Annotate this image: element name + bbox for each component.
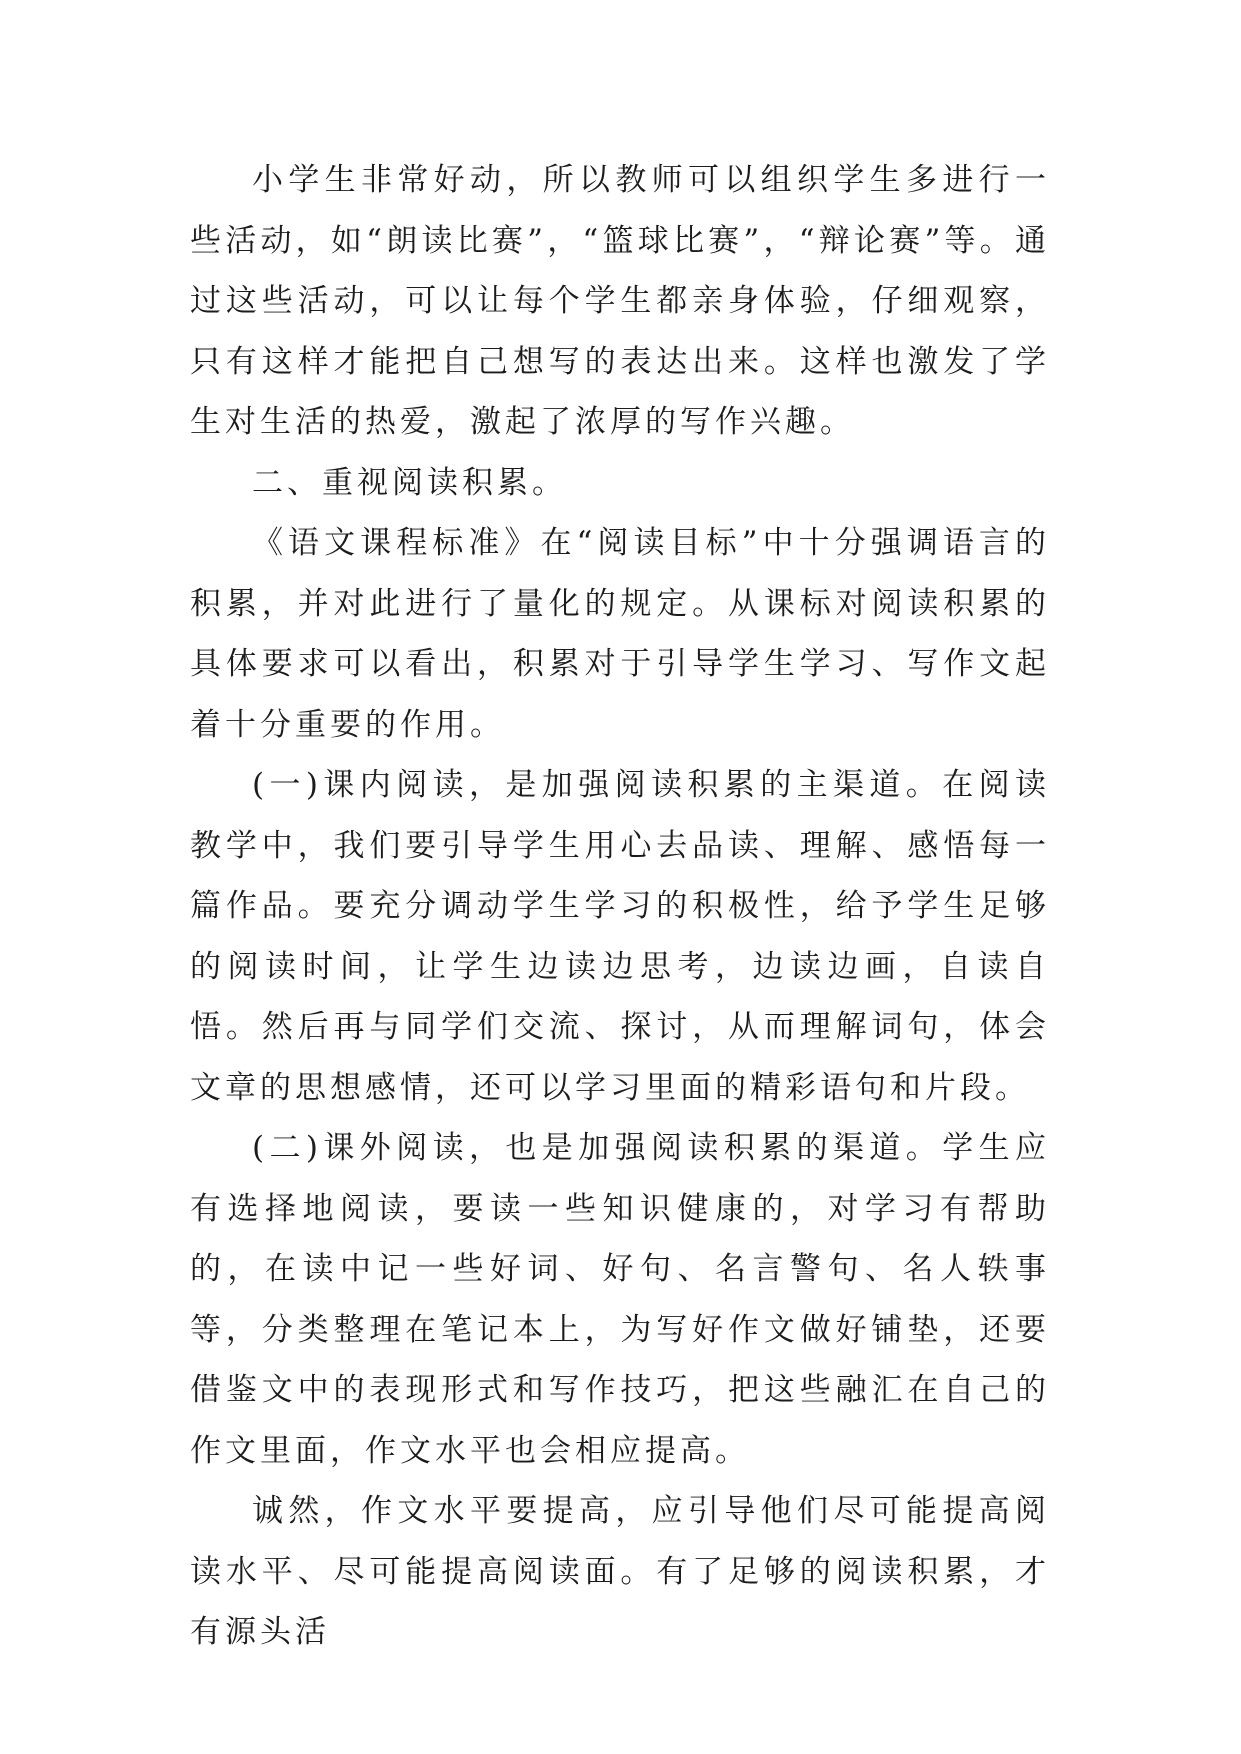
- paragraph-in-class-reading: (一)课内阅读，是加强阅读积累的主渠道。在阅读教学中，我们要引导学生用心去品读、理解、感悟每一篇作品。要充分调动学生学习的积极性，给予学生足够的阅读时间，让学生边读边思考，边读边画，自读自悟。然后再与同学们交流、探讨，从而理解词句，体会文章的思想感情，还可以学习里面的精彩语句和片段。: [190, 767, 1050, 1106]
- section-heading-reading-accumulation: 二、重视阅读积累。: [252, 464, 567, 501]
- paragraph-activities: 小学生非常好动，所以教师可以组织学生多进行一些活动，如“朗读比赛”，“篮球比赛”，“辩论赛”等。通过这些活动，可以让每个学生都亲身体验，仔细观察，只有这样才能把自己想写的表达出来。这样也激发了学生对生活的热爱，激起了浓厚的写作兴趣。: [190, 162, 1050, 440]
- paragraph-curriculum-standard: 《语文课程标准》在“阅读目标”中十分强调语言的积累，并对此进行了量化的规定。从课标对阅读积累的具体要求可以看出，积累对于引导学生学习、写作文起着十分重要的作用。: [190, 525, 1050, 743]
- paragraph-extracurricular-reading: (二)课外阅读，也是加强阅读积累的渠道。学生应有选择地阅读，要读一些知识健康的，对学习有帮助的，在读中记一些好词、好句、名言警句、名人轶事等，分类整理在笔记本上，为写好作文做好铺垫，还要借鉴文中的表现形式和写作技巧，把这些融汇在自己的作文里面，作文水平也会相应提高。: [190, 1130, 1050, 1469]
- document-body: [190, 150, 1050, 1663]
- paragraph-conclusion: 诚然，作文水平要提高，应引导他们尽可能提高阅读水平、尽可能提高阅读面。有了足够的阅读积累，才有源头活: [190, 1493, 1050, 1650]
